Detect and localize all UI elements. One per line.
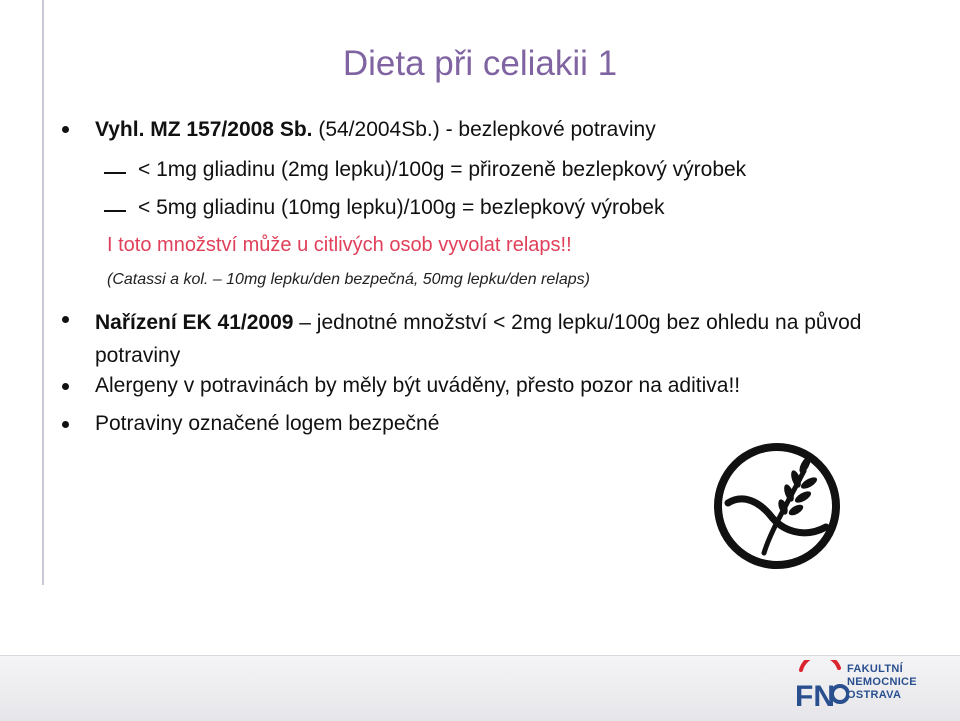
bullet-dot bbox=[62, 421, 69, 428]
citation-text: (Catassi a kol. – 10mg lepku/den bezpečná, 50mg lepku/den relaps) bbox=[107, 271, 590, 288]
bullet-vyhlaska bbox=[95, 118, 656, 142]
gluten-free-logo-icon bbox=[712, 441, 842, 571]
bullet-dot bbox=[62, 383, 69, 390]
fno-logo-text bbox=[847, 663, 917, 702]
sub-item-glutenfree: < 5mg gliadinu (10mg lepku)/100g = bezlepkový výrobek bbox=[138, 196, 665, 219]
slide-title: Dieta při celiakii 1 bbox=[342, 44, 618, 83]
fno-logo-line1: FAKULTNÍ bbox=[847, 663, 903, 675]
bullet-narizeni-rest: – jednotné množství < 2mg lepku/100g bez ohledu na původ potraviny bbox=[95, 311, 862, 367]
bullet-narizeni bbox=[95, 306, 915, 372]
svg-text:FN: FN bbox=[795, 680, 835, 712]
bullet-dot bbox=[62, 316, 69, 323]
sub-dash bbox=[104, 172, 126, 174]
bullet-dot bbox=[62, 126, 69, 133]
slide-border-line bbox=[42, 0, 44, 585]
bullet-vyhlaska-rest: (54/2004Sb.) - bezlepkové potraviny bbox=[312, 118, 656, 141]
fno-logo-line3: OSTRAVA bbox=[847, 689, 902, 701]
warning-text: I toto množství může u citlivých osob vyvolat relaps!! bbox=[107, 234, 572, 256]
bullet-narizeni-bold: Nařízení EK 41/2009 bbox=[95, 311, 294, 334]
fno-logo-line2: NEMOCNICE bbox=[847, 676, 917, 688]
sub-item-natural: < 1mg gliadinu (2mg lepku)/100g = přirozeně bezlepkový výrobek bbox=[138, 158, 747, 181]
bullet-logo: Potraviny označené logem bezpečné bbox=[95, 412, 440, 435]
bullet-vyhlaska-bold: Vyhl. MZ 157/2008 Sb. bbox=[95, 118, 313, 141]
bullet-alergeny: Alergeny v potravinách by měly být uváděny, přesto pozor na aditiva!! bbox=[95, 374, 741, 397]
sub-dash bbox=[104, 210, 126, 212]
